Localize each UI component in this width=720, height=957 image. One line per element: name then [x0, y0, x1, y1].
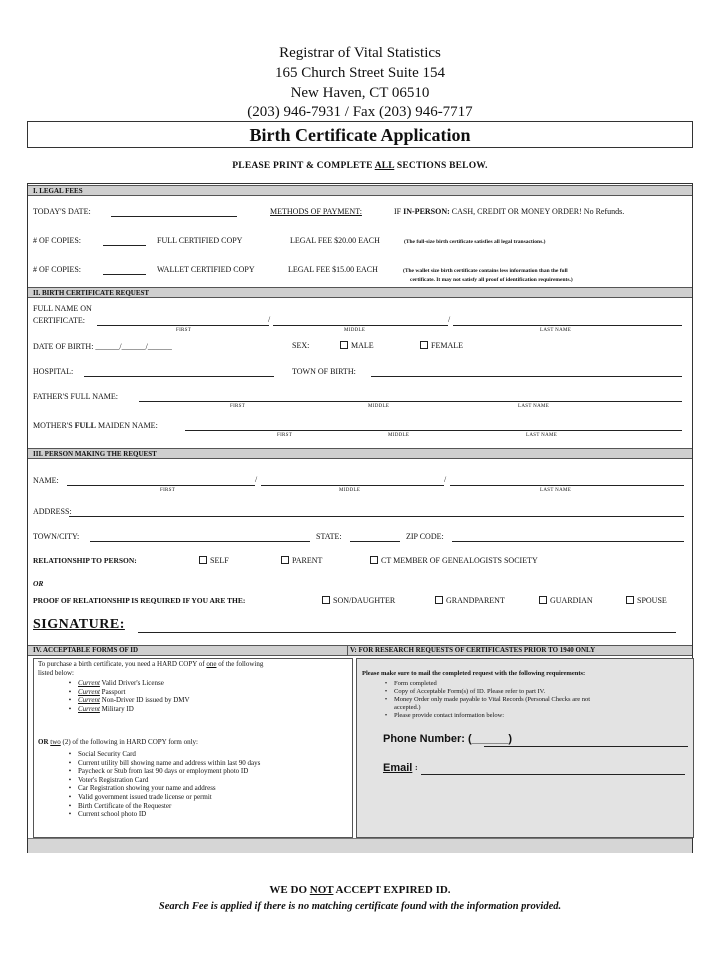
father-name-label: FATHER'S FULL NAME: [33, 392, 119, 401]
address-field[interactable] [69, 516, 684, 517]
wallet-fee-label: LEGAL FEE $15.00 EACH [288, 265, 378, 274]
wallet-note-1: (The wallet size birth certificate contains less information than the full [403, 268, 568, 274]
list-item: • Current school photo ID [68, 810, 147, 819]
town-city-label: TOWN/CITY: [33, 532, 80, 541]
last-caption: LAST NAME [540, 328, 572, 333]
mother-name-field[interactable] [185, 430, 682, 431]
slash: / [448, 315, 451, 324]
requester-middle-name-field[interactable] [261, 485, 444, 486]
phone-field[interactable] [484, 746, 688, 747]
parent-option[interactable]: PARENT [281, 556, 322, 566]
list-item: • Copy of Acceptable Form(s) of ID. Please refer to part IV. [384, 688, 546, 695]
self-checkbox[interactable] [199, 556, 207, 564]
last-caption: LAST NAME [518, 404, 550, 409]
registrar-name: Registrar of Vital Statistics [279, 45, 441, 61]
slash: / [268, 315, 271, 324]
registrar-phone: (203) 946-7931 / Fax (203) 946-7717 [247, 104, 473, 120]
colon: : [415, 763, 418, 772]
first-caption: FIRST [230, 404, 246, 409]
guardian-option[interactable]: GUARDIAN [539, 596, 593, 606]
state-label: STATE: [316, 532, 342, 541]
full-copy-note: (The full-size birth certificate satisfies all legal transactions.) [404, 239, 546, 245]
registrar-street: 165 Church Street Suite 154 [275, 65, 445, 81]
section-research-heading: V: FOR RESEARCH REQUESTS OF CERTIFICASTES PRIOR TO 1940 ONLY [350, 646, 596, 654]
instructions: PLEASE PRINT & COMPLETE ALL SECTIONS BELOW. [232, 161, 488, 171]
list-item: • Current Valid Driver's License [68, 679, 164, 687]
first-caption: FIRST [160, 488, 176, 493]
male-checkbox[interactable] [340, 341, 348, 349]
guardian-checkbox[interactable] [539, 596, 547, 604]
town-of-birth-label: TOWN OF BIRTH: [292, 367, 356, 376]
list-item: • Current Non-Driver ID issued by DMV [68, 696, 190, 705]
section-legal-fees-heading: I. LEGAL FEES [28, 185, 692, 196]
research-intro: Please make sure to mail the completed request with the following requirements: [362, 670, 586, 677]
phone-label: Phone Number: (______) [383, 733, 512, 745]
hospital-label: HOSPITAL: [33, 367, 74, 376]
list-item: accepted.) [394, 704, 421, 711]
son-daughter-option[interactable]: SON/DAUGHTER [322, 596, 395, 606]
email-label: Email [383, 762, 413, 774]
requester-name-label: NAME: [33, 476, 59, 485]
list-item: • Social Security Card [68, 750, 136, 758]
slash: / [444, 475, 447, 484]
state-field[interactable] [350, 541, 400, 542]
list-item: • Valid government issued trade license or permit [68, 792, 212, 801]
list-item: • Please provide contact information below: [384, 712, 505, 719]
list-item: • Voter's Registration Card [68, 775, 149, 784]
requester-last-name-field[interactable] [450, 485, 684, 486]
full-copies-label: # OF COPIES: [33, 236, 82, 245]
male-option[interactable]: MALE [340, 341, 374, 351]
list-item: • Paycheck or Stub from last 90 days or employment photo ID [68, 767, 249, 776]
full-name-label-1: FULL NAME ON [33, 304, 92, 313]
id-intro-2: listed below: [38, 669, 74, 677]
first-caption: FIRST [176, 328, 192, 333]
signature-field[interactable] [138, 632, 676, 633]
or-two-intro: OR two (2) of the following in HARD COPY form only: [38, 738, 198, 746]
list-item: • Current utility bill showing name and address within last 90 days [68, 758, 261, 767]
last-caption: LAST NAME [526, 433, 558, 438]
section-id-heading: IV. ACCEPTABLE FORMS OF ID [33, 646, 139, 654]
requester-first-name-field[interactable] [67, 485, 255, 486]
cert-middle-name-field[interactable] [273, 325, 448, 326]
relationship-label: RELATIONSHIP TO PERSON: [33, 556, 137, 565]
signature-label: SIGNATURE: [33, 617, 125, 632]
full-copy-label: FULL CERTIFIED COPY [157, 236, 243, 245]
zip-label: ZIP CODE: [406, 532, 444, 541]
payment-methods-label: METHODS OF PAYMENT: [270, 207, 362, 216]
sex-label: SEX: [292, 341, 310, 350]
cert-first-name-field[interactable] [97, 325, 269, 326]
todays-date-field[interactable] [111, 216, 237, 217]
middle-caption: MIDDLE [344, 328, 366, 333]
grandparent-checkbox[interactable] [435, 596, 443, 604]
payment-methods-text: IF IN-PERSON: CASH, CREDIT OR MONEY ORDER! No Refunds. [394, 207, 625, 216]
address-label: ADDRESS: [33, 507, 72, 516]
form-title: Birth Certificate Application [27, 121, 693, 148]
wallet-copies-field[interactable] [103, 274, 146, 275]
ct-member-option[interactable]: CT MEMBER OF GENEALOGISTS SOCIETY [370, 556, 538, 566]
mother-name-label: MOTHER'S FULL MAIDEN NAME: [33, 421, 158, 430]
zip-field[interactable] [452, 541, 684, 542]
list-item: • Car Registration showing your name and address [68, 784, 216, 793]
female-checkbox[interactable] [420, 341, 428, 349]
wallet-copy-label: WALLET CERTIFIED COPY [157, 265, 255, 274]
full-copies-field[interactable] [103, 245, 146, 246]
parent-checkbox[interactable] [281, 556, 289, 564]
search-fee-notice: Search Fee is applied if there is no matching certificate found with the information provided. [158, 901, 562, 912]
last-caption: LAST NAME [540, 488, 572, 493]
spouse-option[interactable]: SPOUSE [626, 596, 667, 606]
middle-caption: MIDDLE [388, 433, 410, 438]
divider [347, 645, 348, 656]
self-option[interactable]: SELF [199, 556, 229, 566]
spouse-checkbox[interactable] [626, 596, 634, 604]
slash: / [255, 475, 258, 484]
todays-date-label: TODAY'S DATE: [33, 207, 91, 216]
first-caption: FIRST [277, 433, 293, 438]
wallet-copies-label: # OF COPIES: [33, 265, 82, 274]
list-item: • Current Passport [68, 687, 126, 696]
town-of-birth-field[interactable] [371, 376, 682, 377]
grandparent-option[interactable]: GRANDPARENT [435, 596, 505, 606]
town-city-field[interactable] [90, 541, 310, 542]
proof-label: PROOF OF RELATIONSHIP IS REQUIRED IF YOU ARE THE: [33, 596, 246, 605]
ct-member-checkbox[interactable] [370, 556, 378, 564]
full-fee-label: LEGAL FEE $20.00 EACH [290, 236, 380, 245]
full-name-label-2: CERTIFICATE: [33, 316, 85, 325]
id-intro-1: To purchase a birth certificate, you need a HARD COPY of one of the following [38, 660, 264, 668]
list-item: • Form completed [384, 680, 437, 687]
or-label: OR [33, 579, 44, 588]
middle-caption: MIDDLE [339, 488, 361, 493]
wallet-note-2: certificate. It may not satisfy all proof of identification requirements.) [410, 277, 573, 283]
bottom-strip [28, 838, 692, 853]
two-id-list [62, 750, 260, 819]
research-list [378, 680, 590, 720]
list-item: • Current Military ID [68, 704, 134, 713]
middle-caption: MIDDLE [368, 404, 390, 409]
dob-field[interactable]: DATE OF BIRTH: ______/______/______ [33, 342, 172, 351]
section-requester-heading: III. PERSON MAKING THE REQUEST [28, 448, 692, 459]
list-item: • Money Order only made payable to Vital Records (Personal Checks are not [384, 696, 591, 703]
hospital-field[interactable] [84, 376, 274, 377]
email-field[interactable] [421, 774, 685, 775]
father-name-field[interactable] [139, 401, 682, 402]
expired-id-notice: WE DO NOT ACCEPT EXPIRED ID. [269, 884, 451, 896]
son-daughter-checkbox[interactable] [322, 596, 330, 604]
current-id-list [62, 679, 190, 713]
section-birth-request-heading: II. BIRTH CERTIFICATE REQUEST [28, 287, 692, 298]
cert-last-name-field[interactable] [453, 325, 682, 326]
registrar-city: New Haven, CT 06510 [290, 85, 430, 101]
female-option[interactable]: FEMALE [420, 341, 463, 351]
list-item: • Birth Certificate of the Requester [68, 801, 172, 810]
